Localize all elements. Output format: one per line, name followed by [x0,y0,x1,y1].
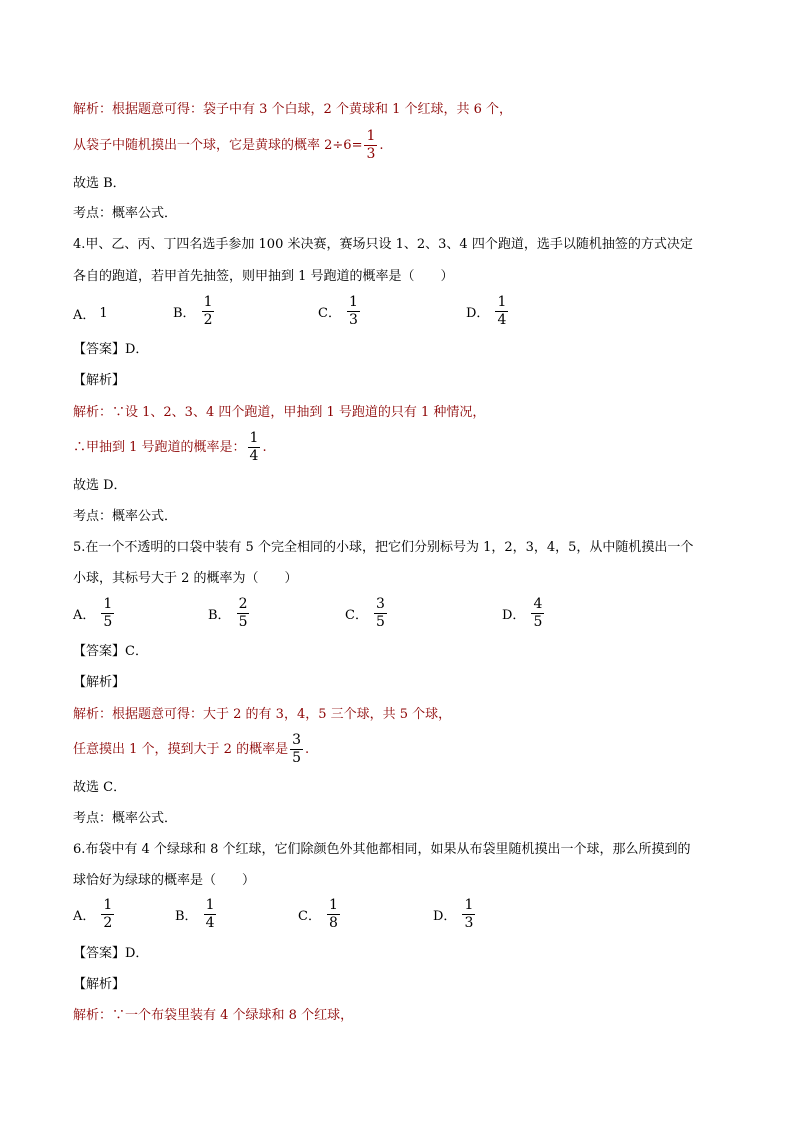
option-letter: D． [433,909,457,924]
q5-option-d [502,596,546,631]
denominator: 3 [366,146,376,162]
analysis-text: 任意摸出 1 个，摸到大于 2 的概率是 [73,741,289,757]
denominator: 4 [205,915,215,931]
option-letter: B． [175,909,198,924]
q6-analysis-line1: 解析：∵一个布袋里装有 4 个绿球和 8 个红球， [73,1008,354,1023]
numerator: 4 [533,596,543,612]
q6-option-d [433,897,477,932]
fraction [531,596,544,631]
q4-option-c [318,294,362,329]
q6-option-c [298,897,342,932]
q4-option-d [466,294,510,329]
fraction [237,596,250,631]
denominator: 2 [103,915,113,931]
option-letter: D． [502,608,526,623]
denominator: 4 [497,312,507,328]
numerator: 2 [238,596,248,612]
question-6-text-line1: 6.布袋中有 4 个绿球和 8 个红球，它们除颜色外其他都相同，如果从布袋里随机摸出一个球，那么所摸到的 [73,842,691,857]
denominator: 2 [203,312,213,328]
numerator: 1 [103,596,113,612]
q5-option-b [208,596,251,631]
denominator: 3 [464,915,474,931]
analysis-line: 解析：根据题意可得：袋子中有 3 个白球，2 个黄球和 1 个红球，共 6 个， [73,102,513,117]
numerator: 1 [366,128,376,144]
denominator: 5 [533,614,543,630]
q6-analysis-title: 【解析】 [73,977,126,992]
q4-option-b [173,294,216,329]
question-4-text-line1: 4.甲、乙、丙、丁四名选手参加 100 米决赛，赛场只设 1、2、3、4 四个跑道，选手以随机抽签的方式决定 [73,237,693,252]
numerator: 3 [375,596,385,612]
fraction [347,294,360,329]
numerator: 1 [497,294,507,310]
period: . [262,439,267,455]
q4-analysis-title: 【解析】 [73,373,126,388]
numerator: 1 [348,294,358,310]
option-letter: B． [173,306,196,321]
numerator: 1 [464,897,474,913]
numerator: 1 [328,897,338,913]
fraction [248,430,261,465]
option-letter: C． [298,909,321,924]
q4-choice: 故选 D． [73,478,127,493]
option-letter: A． [73,909,96,924]
fraction [374,596,387,631]
denominator: 5 [238,614,248,630]
knowledge-point: 考点：概率公式． [73,206,178,221]
denominator: 5 [292,750,301,766]
numerator: 1 [205,897,215,913]
analysis-text: 从袋子中随机摸出一个球，它是黄球的概率 2÷6= [73,137,363,153]
period: . [379,137,384,153]
question-5-text-line1: 5.在一个不透明的口袋中装有 5 个完全相同的小球，把它们分别标号为 1，2，3，4，5，从中随机摸出一个 [73,540,694,555]
denominator: 3 [348,312,358,328]
q5-knowledge-point: 考点：概率公式． [73,811,178,826]
q5-analysis-line2 [73,732,309,767]
fraction [204,897,217,932]
question-6-text-line2: 球恰好为绿球的概率是（ ） [73,873,256,888]
option-letter: D． [466,306,490,321]
q6-answer: 【答案】D． [73,946,149,961]
period: . [305,741,310,757]
question-4-text-line2: 各自的跑道，若甲首先抽签，则甲抽到 1 号跑道的概率是（ ） [73,269,454,284]
numerator: 1 [103,897,113,913]
option-letter: C． [318,306,341,321]
fraction [364,128,377,163]
q4-analysis-line2 [73,430,267,465]
fraction [101,897,114,932]
option-letter: C． [345,608,368,623]
q5-answer: 【答案】C． [73,644,148,659]
analysis-line-fraction [73,128,384,163]
fraction [462,897,475,932]
q5-choice: 故选 C． [73,780,127,795]
q5-option-c [345,596,389,631]
question-5-text-line2: 小球，其标号大于 2 的概率为（ ） [73,571,298,586]
q4-analysis-line1: 解析：∵设 1、2、3、4 四个跑道，甲抽到 1 号跑道的只有 1 种情况， [73,405,486,420]
q5-analysis-line1: 解析：根据题意可得：大于 2 的有 3，4，5 三个球，共 5 个球， [73,707,452,722]
option-value: 1 [99,305,108,321]
q6-option-a [73,897,116,932]
fraction [101,596,114,631]
q4-answer: 【答案】D． [73,342,149,357]
analysis-text: ∴甲抽到 1 号跑道的概率是： [73,439,246,455]
q4-option-a [73,304,108,322]
numerator: 1 [203,294,213,310]
numerator: 1 [249,430,259,446]
denominator: 5 [103,614,113,630]
q5-option-a [73,596,116,631]
fraction [327,897,340,932]
numerator: 3 [292,732,301,748]
option-letter: A． [73,307,96,323]
fraction [202,294,215,329]
denominator: 5 [375,614,385,630]
denominator: 8 [328,915,338,931]
option-letter: A． [73,608,96,623]
q4-knowledge-point: 考点：概率公式． [73,509,178,524]
choice-line: 故选 B． [73,176,126,191]
denominator: 4 [249,448,259,464]
option-letter: B． [208,608,231,623]
fraction [290,732,303,767]
fraction [495,294,508,329]
q6-option-b [175,897,218,932]
q5-analysis-title: 【解析】 [73,675,126,690]
